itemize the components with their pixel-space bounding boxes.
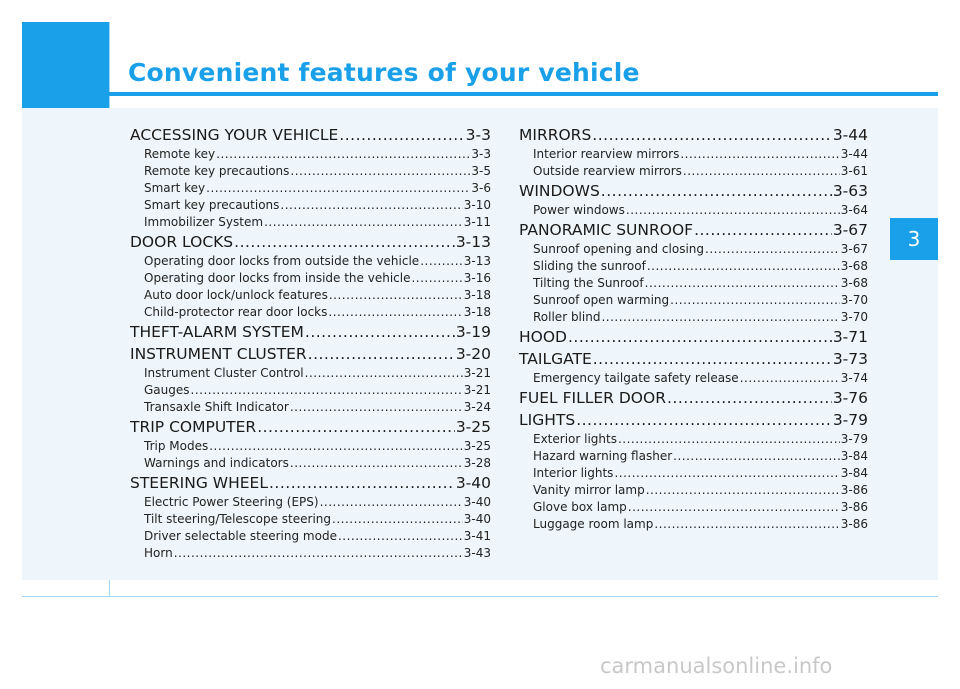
toc-section-page: 3-76 xyxy=(832,389,868,407)
toc-item-page: 3-79 xyxy=(840,432,868,446)
toc-item-label: Interior lights xyxy=(533,466,614,480)
toc-item-page: 3-6 xyxy=(471,181,491,195)
toc-item-page: 3-3 xyxy=(471,147,491,161)
toc-section-label: ACCESSING YOUR VEHICLE xyxy=(130,126,339,144)
toc-item[interactable] xyxy=(130,438,491,455)
toc-item-label: Transaxle Shift Indicator xyxy=(144,400,289,414)
toc-item-page: 3-11 xyxy=(463,215,491,229)
chapter-tab[interactable]: 3 xyxy=(890,218,938,260)
toc-item-label: Remote key xyxy=(144,147,216,161)
toc-item-page: 3-18 xyxy=(463,305,491,319)
toc-leader xyxy=(339,124,464,146)
toc-item[interactable] xyxy=(130,365,491,382)
toc-item-page: 3-86 xyxy=(840,500,868,514)
toc-item[interactable] xyxy=(519,431,868,448)
toc-section[interactable] xyxy=(519,124,868,146)
toc-section-page: 3-40 xyxy=(455,474,491,492)
toc-item[interactable] xyxy=(519,370,868,387)
toc-item-label: Driver selectable steering mode xyxy=(144,529,337,543)
toc-item[interactable] xyxy=(130,545,491,562)
toc-item[interactable] xyxy=(519,146,868,163)
toc-section-label: TRIP COMPUTER xyxy=(130,418,257,436)
toc-section[interactable] xyxy=(130,231,491,253)
toc-item-page: 3-25 xyxy=(463,439,491,453)
toc-item[interactable] xyxy=(130,180,491,197)
toc-leader xyxy=(670,292,840,309)
toc-item-label: Hazard warning flasher xyxy=(533,449,673,463)
toc-section-page: 3-20 xyxy=(455,345,491,363)
toc-section-page: 3-73 xyxy=(832,350,868,368)
page-title: Convenient features of your vehicle xyxy=(128,58,640,87)
toc-leader xyxy=(328,304,462,321)
toc-section-page: 3-3 xyxy=(465,126,491,144)
toc-item[interactable] xyxy=(519,292,868,309)
toc-item-label: Smart key xyxy=(144,181,206,195)
toc-section-label: STEERING WHEEL xyxy=(130,474,268,492)
toc-leader xyxy=(646,482,840,499)
toc-item[interactable] xyxy=(130,304,491,321)
toc-item[interactable] xyxy=(130,382,491,399)
toc-section[interactable] xyxy=(519,348,868,370)
toc-leader xyxy=(654,516,839,533)
toc-section[interactable] xyxy=(130,472,491,494)
toc-item[interactable] xyxy=(130,528,491,545)
toc-item[interactable] xyxy=(519,482,868,499)
toc-item[interactable] xyxy=(519,275,868,292)
toc-leader xyxy=(601,309,839,326)
toc-section-label: INSTRUMENT CLUSTER xyxy=(130,345,307,363)
toc-leader xyxy=(694,219,832,241)
toc-item-label: Smart key precautions xyxy=(144,198,280,212)
toc-item[interactable] xyxy=(130,146,491,163)
toc-item-label: Exterior lights xyxy=(533,432,617,446)
toc-leader xyxy=(420,253,463,270)
toc-section[interactable] xyxy=(130,343,491,365)
toc-section[interactable] xyxy=(519,409,868,431)
toc-item[interactable] xyxy=(519,309,868,326)
toc-leader xyxy=(269,472,455,494)
watermark: carmanualsonline.info xyxy=(600,654,833,678)
toc-section-label: WINDOWS xyxy=(519,182,600,200)
toc-item[interactable] xyxy=(519,465,868,482)
toc-section-label: FUEL FILLER DOOR xyxy=(519,389,666,407)
toc-item-page: 3-67 xyxy=(840,242,868,256)
toc-item-page: 3-84 xyxy=(840,449,868,463)
toc-item-page: 3-41 xyxy=(463,529,491,543)
toc-item-label: Sliding the sunroof xyxy=(533,259,646,273)
toc-item-label: Horn xyxy=(144,546,173,560)
toc-item-label: Tilt steering/Telescope steering xyxy=(144,512,332,526)
toc-item[interactable] xyxy=(130,511,491,528)
toc-section[interactable] xyxy=(519,180,868,202)
toc-leader xyxy=(647,258,840,275)
toc-section-page: 3-67 xyxy=(832,221,868,239)
toc-item-page: 3-86 xyxy=(840,483,868,497)
toc-item-label: Instrument Cluster Control xyxy=(144,366,304,380)
toc-section-page: 3-44 xyxy=(832,126,868,144)
toc-leader xyxy=(645,275,840,292)
toc-item-page: 3-64 xyxy=(840,203,868,217)
toc-column-left xyxy=(130,124,491,562)
toc-leader xyxy=(320,494,463,511)
toc-item-label: Child-protector rear door locks xyxy=(144,305,328,319)
toc-section[interactable] xyxy=(519,387,868,409)
toc-item-label: Emergency tailgate safety release xyxy=(533,371,739,385)
toc-item[interactable] xyxy=(130,197,491,214)
toc-leader xyxy=(206,180,470,197)
toc-item-label: Trip Modes xyxy=(144,439,209,453)
toc-item-label: Sunroof open warming xyxy=(533,293,670,307)
toc-item[interactable] xyxy=(519,163,868,180)
toc-leader xyxy=(601,180,832,202)
toc-item-page: 3-74 xyxy=(840,371,868,385)
toc-leader xyxy=(667,387,832,409)
toc-item[interactable] xyxy=(130,214,491,231)
toc-item-label: Remote key precautions xyxy=(144,164,290,178)
toc-section-label: PANORAMIC SUNROOF xyxy=(519,221,694,239)
title-underline xyxy=(109,92,938,96)
toc-item-label: Luggage room lamp xyxy=(533,517,654,531)
toc-item-page: 3-21 xyxy=(463,383,491,397)
toc-section-page: 3-79 xyxy=(832,411,868,429)
toc-item-page: 3-43 xyxy=(463,546,491,560)
toc-section-page: 3-25 xyxy=(455,418,491,436)
header-color-block xyxy=(22,22,109,108)
toc-leader xyxy=(614,465,839,482)
toc-item-page: 3-68 xyxy=(840,259,868,273)
toc-section-label: MIRRORS xyxy=(519,126,592,144)
toc-item-page: 3-24 xyxy=(463,400,491,414)
toc-leader xyxy=(338,528,463,545)
toc-section[interactable] xyxy=(519,219,868,241)
toc-item-page: 3-5 xyxy=(471,164,491,178)
toc-leader xyxy=(191,382,463,399)
toc-item-page: 3-40 xyxy=(463,512,491,526)
toc-leader xyxy=(290,399,463,416)
toc-item-label: Operating door locks from outside the vehicle xyxy=(144,254,420,268)
toc-item-page: 3-84 xyxy=(840,466,868,480)
toc-leader xyxy=(673,448,840,465)
toc-leader xyxy=(290,455,463,472)
toc-item[interactable] xyxy=(519,516,868,533)
toc-leader xyxy=(234,231,455,253)
toc-leader xyxy=(305,321,455,343)
toc-item-page: 3-70 xyxy=(840,310,868,324)
toc-section-label: LIGHTS xyxy=(519,411,576,429)
toc-leader xyxy=(209,438,463,455)
toc-item-label: Sunroof opening and closing xyxy=(533,242,705,256)
toc-leader xyxy=(290,163,470,180)
toc-leader xyxy=(264,214,463,231)
toc-item[interactable] xyxy=(519,499,868,516)
toc-item-page: 3-86 xyxy=(840,517,868,531)
toc-item[interactable] xyxy=(130,399,491,416)
toc-item[interactable] xyxy=(130,287,491,304)
toc-section-page: 3-63 xyxy=(832,182,868,200)
toc-leader xyxy=(308,343,455,365)
toc-section-label: HOOD xyxy=(519,328,567,346)
toc-leader xyxy=(305,365,463,382)
toc-item-page: 3-68 xyxy=(840,276,868,290)
toc-section-page: 3-19 xyxy=(455,323,491,341)
toc-item-label: Roller blind xyxy=(533,310,601,324)
toc-leader xyxy=(332,511,463,528)
toc-item[interactable] xyxy=(130,163,491,180)
toc-leader xyxy=(216,146,470,163)
toc-item[interactable] xyxy=(519,448,868,465)
toc-section-label: DOOR LOCKS xyxy=(130,233,234,251)
toc-item-page: 3-18 xyxy=(463,288,491,302)
toc-leader xyxy=(411,270,462,287)
toc-item-label: Auto door lock/unlock features xyxy=(144,288,328,302)
toc-item-page: 3-28 xyxy=(463,456,491,470)
toc-section-label: TAILGATE xyxy=(519,350,592,368)
toc-leader xyxy=(174,545,463,562)
toc-leader xyxy=(280,197,462,214)
toc-leader xyxy=(593,348,832,370)
toc-leader xyxy=(576,409,832,431)
toc-leader xyxy=(628,499,840,516)
toc-leader xyxy=(680,146,839,163)
toc-item[interactable] xyxy=(130,494,491,511)
toc-item-label: Vanity mirror lamp xyxy=(533,483,645,497)
toc-column-right xyxy=(519,124,868,533)
toc-item-page: 3-10 xyxy=(463,198,491,212)
toc-item-label: Operating door locks from inside the vehicle xyxy=(144,271,411,285)
toc-item-page: 3-16 xyxy=(463,271,491,285)
toc-section[interactable] xyxy=(130,124,491,146)
toc-item-label: Tilting the Sunroof xyxy=(533,276,644,290)
toc-item-label: Warnings and indicators xyxy=(144,456,289,470)
toc-item-page: 3-70 xyxy=(840,293,868,307)
toc-section[interactable] xyxy=(130,416,491,438)
toc-section-page: 3-71 xyxy=(832,328,868,346)
toc-leader xyxy=(626,202,840,219)
toc-item-page: 3-21 xyxy=(463,366,491,380)
footer-divider xyxy=(22,596,938,597)
toc-leader xyxy=(705,241,840,258)
toc-section[interactable] xyxy=(519,326,868,348)
toc-section-page: 3-13 xyxy=(455,233,491,251)
toc-item-page: 3-13 xyxy=(463,254,491,268)
toc-section-label: THEFT-ALARM SYSTEM xyxy=(130,323,304,341)
toc-item[interactable] xyxy=(130,455,491,472)
toc-item-page: 3-61 xyxy=(840,164,868,178)
toc-leader xyxy=(618,431,840,448)
toc-item-label: Outside rearview mirrors xyxy=(533,164,682,178)
toc-item-label: Glove box lamp xyxy=(533,500,627,514)
toc-item-label: Gauges xyxy=(144,383,190,397)
toc-item-label: Electric Power Steering (EPS) xyxy=(144,495,319,509)
toc-item-label: Immobilizer System xyxy=(144,215,264,229)
toc-leader xyxy=(740,370,840,387)
toc-leader xyxy=(329,287,463,304)
toc-item[interactable] xyxy=(519,258,868,275)
toc-item-label: Interior rearview mirrors xyxy=(533,147,680,161)
toc-item-page: 3-44 xyxy=(840,147,868,161)
toc-item[interactable] xyxy=(130,253,491,270)
toc-leader xyxy=(257,416,455,438)
toc-item[interactable] xyxy=(519,202,868,219)
toc-item[interactable] xyxy=(130,270,491,287)
toc-section[interactable] xyxy=(130,321,491,343)
toc-item-page: 3-40 xyxy=(463,495,491,509)
toc-item-label: Power windows xyxy=(533,203,625,217)
toc-leader xyxy=(592,124,832,146)
toc-leader xyxy=(568,326,832,348)
toc-item[interactable] xyxy=(519,241,868,258)
toc-leader xyxy=(683,163,840,180)
